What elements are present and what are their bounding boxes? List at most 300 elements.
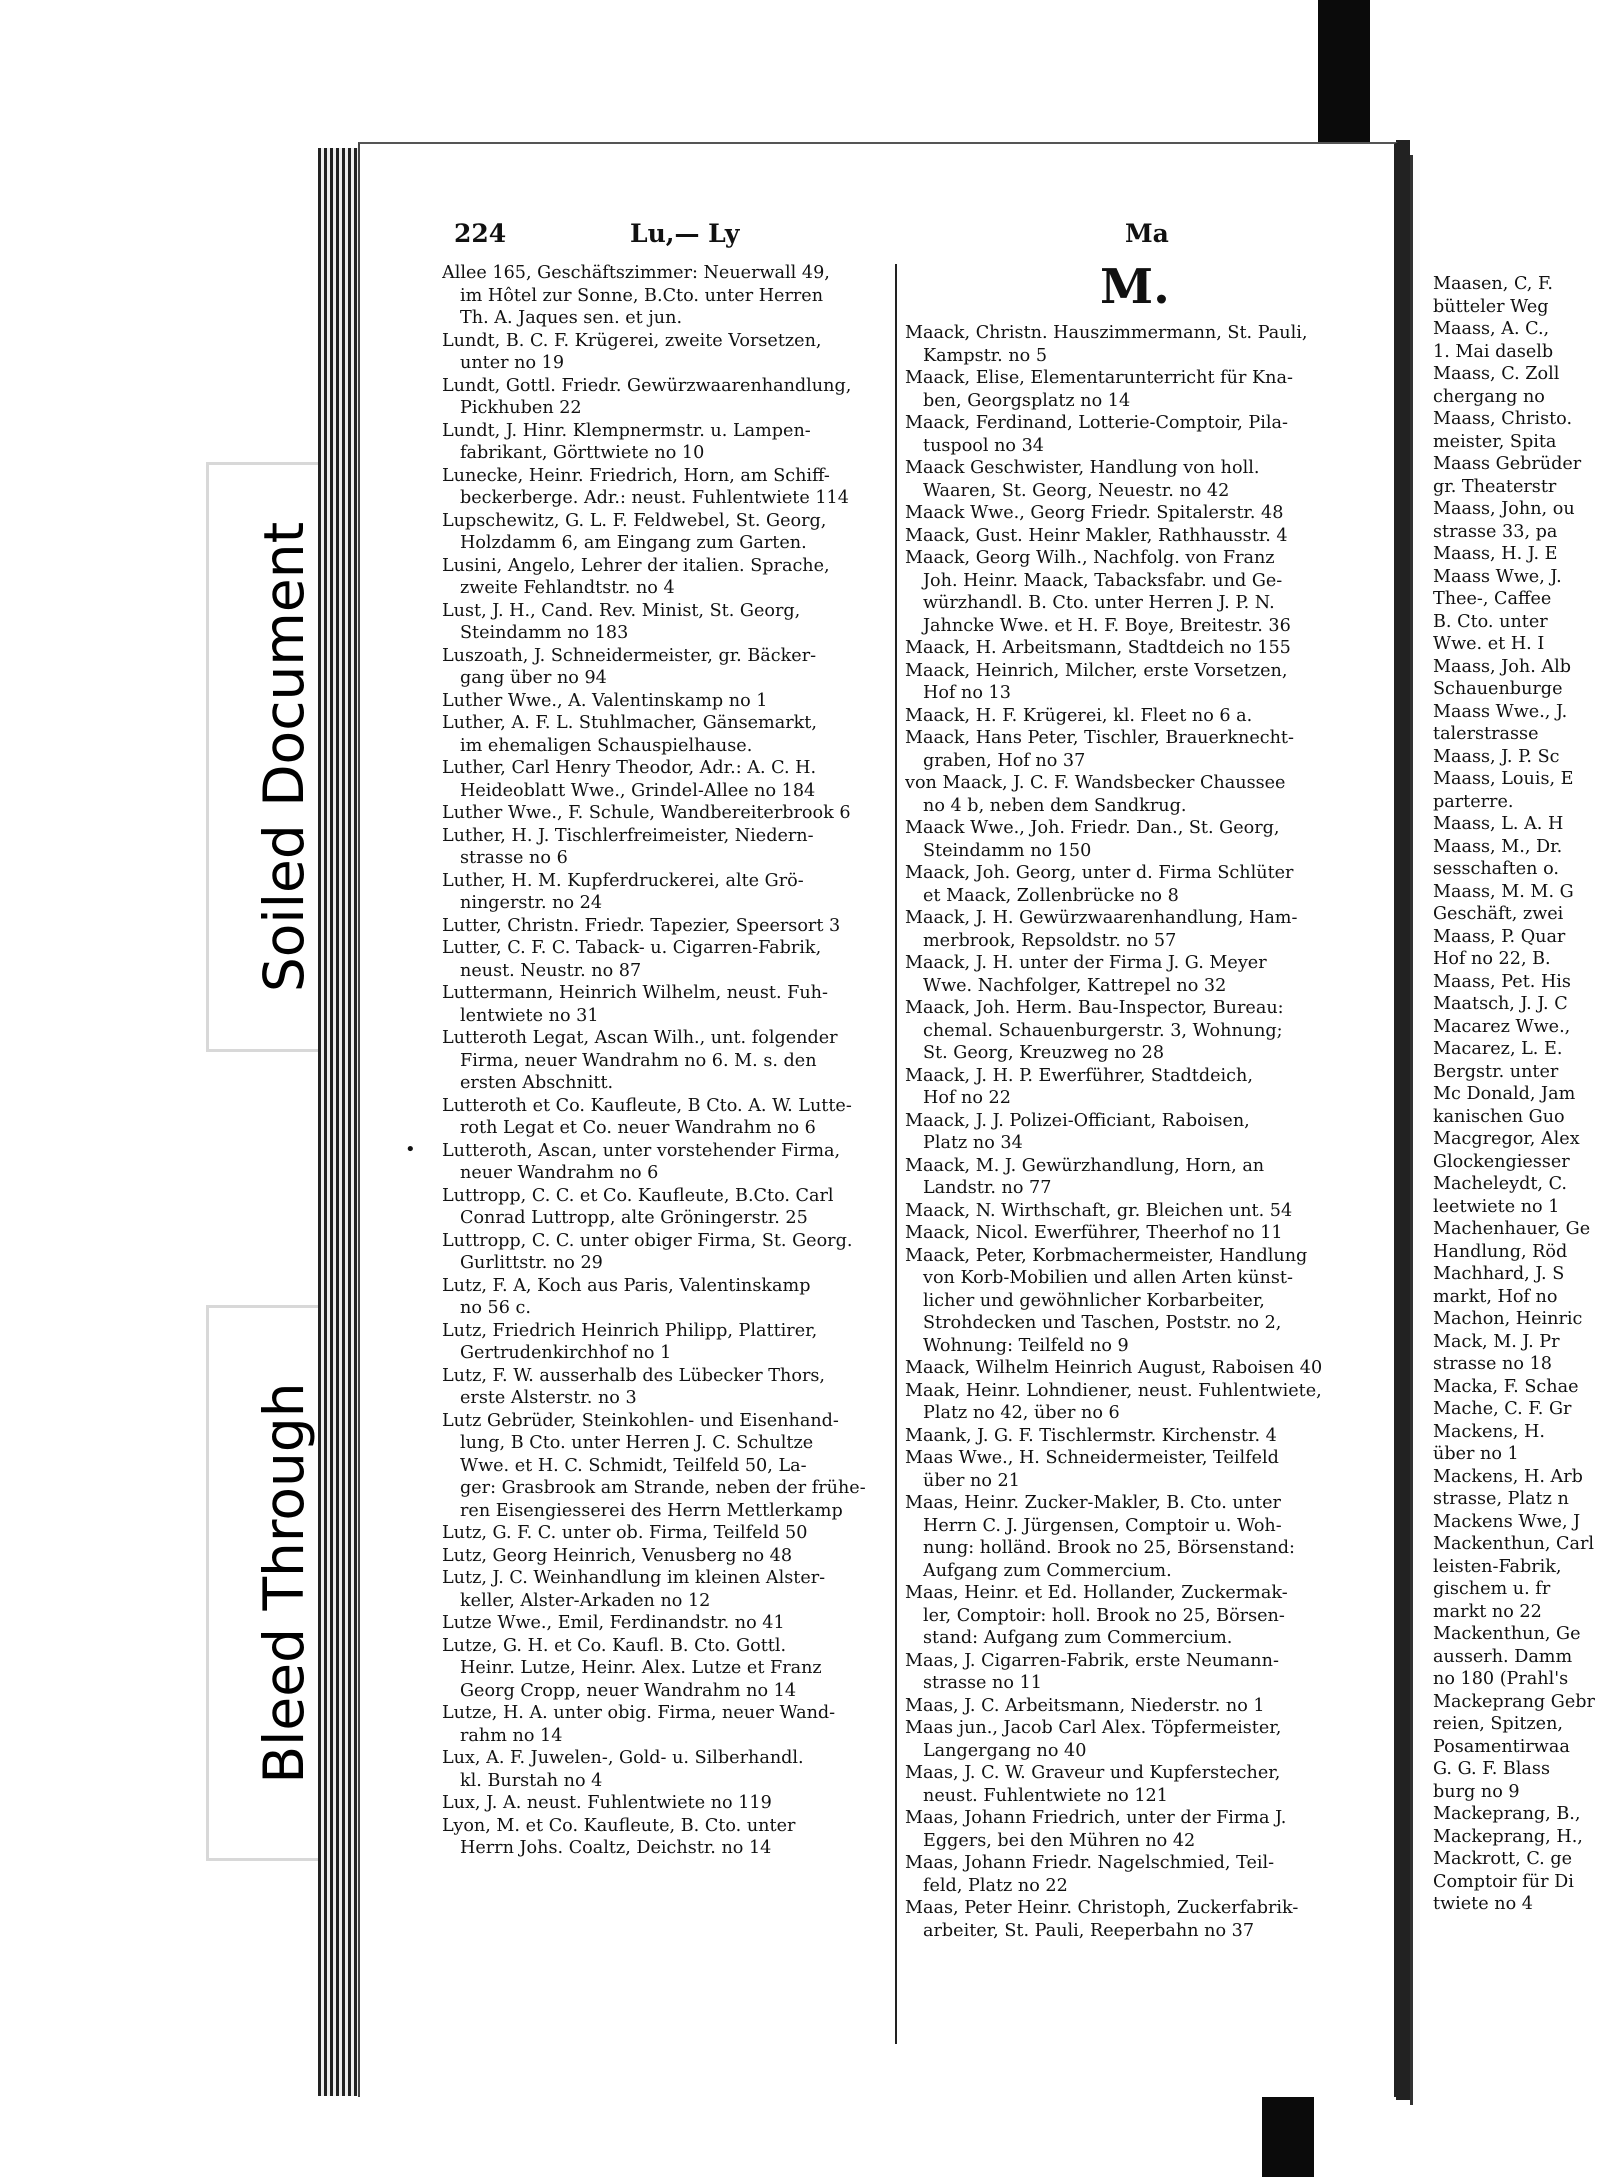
entry-line: ben, Georgsplatz no 14 [923, 390, 1131, 411]
fragment-line: Maass, Christo. [1433, 409, 1573, 429]
directory-entry [442, 465, 887, 510]
directory-entry [442, 510, 887, 555]
directory-entry [905, 907, 1375, 952]
directory-entry [442, 1545, 887, 1568]
directory-entry [442, 262, 887, 330]
directory-entry [442, 982, 887, 1027]
running-head-left: Lu,— Ly [630, 219, 740, 248]
fragment-line: Geschäft, zwei [1433, 904, 1564, 924]
directory-entry [905, 1200, 1375, 1223]
entry-line: Maack, N. Wirthschaft, gr. Bleichen unt. 54 [905, 1200, 1293, 1221]
entry-line: Maack, M. J. Gewürzhandlung, Horn, an [905, 1155, 1265, 1176]
soiled-document-text: Soiled Document [252, 521, 316, 993]
fragment-line: Maass, J. P. Sc [1433, 746, 1560, 767]
fragment-line: Machenhauer, Ge [1433, 1219, 1591, 1239]
directory-entry [442, 712, 887, 757]
entry-line: Maack, Joh. Herm. Bau-Inspector, Bureau: [905, 998, 1284, 1018]
directory-entry [905, 1447, 1375, 1492]
fragment-line: burg no 9 [1433, 1781, 1520, 1802]
directory-entry [442, 1027, 887, 1095]
entry-line: Georg Cropp, neuer Wandrahm no 14 [460, 1680, 797, 1701]
directory-entry [442, 1522, 887, 1545]
entry-line: Maack, Nicol. Ewerführer, Theerhof no 11 [905, 1223, 1283, 1243]
entry-line: Steindamm no 183 [460, 623, 629, 643]
directory-entry [905, 1110, 1375, 1155]
entry-line: Langergang no 40 [923, 1740, 1087, 1761]
entry-line: Maas, Johann Friedrich, unter der Firma J. [905, 1808, 1287, 1828]
entry-line: beckerberge. Adr.: neust. Fuhlentwiete 114 [460, 488, 849, 508]
entry-line: strasse no 6 [460, 848, 568, 868]
fragment-line: Mack, M. J. Pr [1433, 1331, 1560, 1352]
entry-line: Lutter, C. F. C. Taback- u. Cigarren-Fabrik, [442, 938, 822, 958]
directory-entry [905, 660, 1375, 705]
entry-line: lung, B Cto. unter Herren J. C. Schultze [460, 1433, 814, 1453]
entry-line: Conrad Luttropp, alte Gröningerstr. 25 [460, 1208, 808, 1228]
directory-entry [905, 1425, 1375, 1448]
entry-line: Lutz, G. F. C. unter ob. Firma, Teilfeld 50 [442, 1523, 808, 1543]
fragment-line: Maass, Joh. Alb [1433, 656, 1571, 677]
fragment-line: Posamentirwaa [1433, 1736, 1570, 1757]
entry-line: Maack, Peter, Korbmachermeister, Handlung [905, 1245, 1308, 1266]
entry-line: Maack, Christn. Hauszimmermann, St. Pauli, [905, 323, 1308, 343]
directory-entry [442, 1230, 887, 1275]
entry-line: Lundt, Gottl. Friedr. Gewürzwaarenhandlung, [442, 375, 852, 396]
entry-line: keller, Alster-Arkaden no 12 [460, 1590, 711, 1611]
directory-entry [905, 1695, 1375, 1718]
entry-line: rahm no 14 [460, 1725, 563, 1746]
entry-line: Luttermann, Heinrich Wilhelm, neust. Fuh- [442, 983, 828, 1003]
entry-line: Platz no 34 [923, 1133, 1023, 1153]
directory-entry [905, 1380, 1375, 1425]
directory-entry [442, 1275, 887, 1320]
fragment-line: Mackens, H. [1433, 1421, 1545, 1442]
entry-line: Lundt, J. Hinr. Klempnermstr. u. Lampen- [442, 420, 811, 441]
fragment-line: strasse no 18 [1433, 1354, 1552, 1374]
fragment-line: Maass, M. M. G [1433, 881, 1574, 902]
column-rule [895, 264, 897, 2044]
entry-line: gang über no 94 [460, 668, 607, 688]
fragment-line: Maass, P. Quar [1433, 926, 1566, 947]
directory-entry [442, 870, 887, 915]
entry-line: Maank, J. G. F. Tischlermstr. Kirchenstr. 4 [905, 1425, 1277, 1446]
directory-entry [442, 802, 887, 825]
entry-line: Maack, Gust. Heinr Makler, Rathhausstr. 4 [905, 525, 1288, 546]
directory-entry [905, 457, 1375, 502]
directory-entry [905, 1065, 1375, 1110]
fragment-line: Schauenburge [1433, 679, 1563, 699]
entry-line: chemal. Schauenburgerstr. 3, Wohnung; [923, 1020, 1283, 1041]
entry-line: Hof no 13 [923, 683, 1011, 703]
entry-line: lentwiete no 31 [460, 1005, 599, 1026]
entry-line: Lutz, F. A, Koch aus Paris, Valentinskamp [442, 1275, 811, 1296]
fragment-line: ausserh. Damm [1433, 1646, 1573, 1667]
entry-line: Lutteroth et Co. Kaufleute, B Cto. A. W. Lutte- [442, 1095, 852, 1116]
directory-entry [905, 547, 1375, 637]
fragment-line: talerstrasse [1433, 724, 1539, 744]
directory-entry [905, 322, 1375, 367]
entry-line: Lupschewitz, G. L. F. Feldwebel, St. Georg, [442, 510, 827, 531]
entry-line: Maas, Peter Heinr. Christoph, Zuckerfabrik- [905, 1898, 1299, 1918]
directory-entry [442, 1567, 887, 1612]
directory-entry [442, 1747, 887, 1792]
directory-entry [442, 1410, 887, 1523]
entry-line: Wwe. et H. C. Schmidt, Teilfeld 50, La- [460, 1455, 807, 1476]
entry-line: Pickhuben 22 [460, 398, 582, 418]
entry-line: nung: holländ. Brook no 25, Börsenstand: [923, 1538, 1295, 1558]
bottom-black-ribbon [1262, 2095, 1314, 2177]
fragment-line: Maass, L. A. H [1433, 814, 1564, 834]
entry-line: im Hôtel zur Sonne, B.Cto. unter Herren [460, 285, 824, 306]
entry-line: Luttropp, C. C. et Co. Kaufleute, B.Cto. Carl [442, 1185, 834, 1206]
entry-line: Lutz Gebrüder, Steinkohlen- und Eisenhand- [442, 1410, 839, 1431]
entry-line: Kampstr. no 5 [923, 345, 1048, 366]
entry-line: Maack, Georg Wilh., Nachfolg. von Franz [905, 548, 1275, 568]
fragment-line: G. G. F. Blass [1433, 1759, 1550, 1779]
entry-line: Maas Wwe., H. Schneidermeister, Teilfeld [905, 1448, 1279, 1468]
fragment-line: Macgregor, Alex [1433, 1129, 1580, 1149]
directory-entry [905, 1245, 1375, 1358]
entry-line: Aufgang zum Commercium. [923, 1560, 1172, 1581]
directory-entry [905, 1717, 1375, 1762]
directory-entry [442, 690, 887, 713]
directory-entry [905, 1807, 1375, 1852]
section-letter: M. [1100, 259, 1170, 315]
fragment-line: Maass, M., Dr. [1433, 836, 1563, 857]
entry-line: von Korb-Mobilien und allen Arten künst- [923, 1268, 1293, 1288]
entry-line: Maas, J. C. Arbeitsmann, Niederstr. no 1 [905, 1695, 1265, 1716]
entry-line: Hof no 22 [923, 1088, 1011, 1108]
entry-line: Maack, J. H. P. Ewerführer, Stadtdeich, [905, 1065, 1253, 1086]
fragment-line: Mackens Wwe, J [1433, 1511, 1581, 1532]
fragment-line: Mache, C. F. Gr [1433, 1399, 1572, 1419]
fragment-line: 1. Mai daselb [1433, 341, 1554, 362]
directory-entry [905, 705, 1375, 728]
entry-line: Maas, Johann Friedr. Nagelschmied, Teil- [905, 1853, 1275, 1873]
fragment-line: Machon, Heinric [1433, 1309, 1583, 1329]
fragment-line: Mackrott, C. ge [1433, 1849, 1573, 1869]
fragment-line: Hof no 22, B. [1433, 949, 1551, 969]
directory-entry [442, 825, 887, 870]
fragment-line: Macka, F. Schae [1433, 1376, 1579, 1397]
running-head-right: Ma [1125, 219, 1169, 248]
entry-line: no 4 b, neben dem Sandkrug. [923, 795, 1187, 816]
entry-line: von Maack, J. C. F. Wandsbecker Chaussee [905, 773, 1286, 793]
entry-line: Heinr. Lutze, Heinr. Alex. Lutze et Franz [460, 1658, 822, 1678]
entry-line: ningerstr. no 24 [460, 893, 603, 913]
directory-entry [905, 525, 1375, 548]
fragment-line: Thee-, Caffee [1433, 589, 1552, 609]
next-page-column [1433, 273, 1595, 1916]
fragment-line: Maasen, C, F. [1433, 274, 1554, 294]
directory-entry [442, 1095, 887, 1140]
entry-line: Maack, Ferdinand, Lotterie-Comptoir, Pila- [905, 413, 1288, 433]
entry-line: St. Georg, Kreuzweg no 28 [923, 1043, 1165, 1063]
entry-line: Steindamm no 150 [923, 840, 1092, 861]
entry-line: Wwe. Nachfolger, Kattrepel no 32 [923, 975, 1227, 996]
entry-line: Lundt, B. C. F. Krügerei, zweite Vorsetzen, [442, 330, 822, 351]
entry-line: Lutze, H. A. unter obig. Firma, neuer Wand- [442, 1703, 836, 1723]
fragment-line: reien, Spitzen, [1433, 1714, 1563, 1734]
fragment-line: sesschaften o. [1433, 859, 1559, 879]
entry-line: Lutteroth Legat, Ascan Wilh., unt. folgender [442, 1028, 838, 1048]
entry-line: Firma, neuer Wandrahm no 6. M. s. den [460, 1050, 817, 1071]
directory-entry [442, 1365, 887, 1410]
directory-entry [442, 330, 887, 375]
entry-line: Heideoblatt Wwe., Grindel-Allee no 184 [460, 780, 816, 801]
entry-line: Luther, H. M. Kupferdruckerei, alte Grö- [442, 870, 804, 891]
fragment-line: Mackeprang Gebr [1433, 1691, 1595, 1712]
entry-line: stand: Aufgang zum Commercium. [923, 1628, 1233, 1648]
directory-entry [442, 1635, 887, 1703]
entry-line: Holzdamm 6, am Eingang zum Garten. [460, 533, 807, 553]
directory-entry [905, 1357, 1375, 1380]
directory-entry [905, 772, 1375, 817]
directory-entry [442, 375, 887, 420]
entry-line: Maack, H. Arbeitsmann, Stadtdeich no 155 [905, 638, 1291, 658]
fragment-line: no 180 (Prahl's [1433, 1669, 1569, 1689]
directory-entry [905, 1582, 1375, 1650]
entry-line: Maack, J. J. Polizei-Officiant, Raboisen, [905, 1110, 1250, 1131]
entry-line: neust. Neustr. no 87 [460, 960, 642, 981]
fragment-line: Mackenthun, Carl [1433, 1534, 1594, 1554]
fragment-line: Maass, H. J. E [1433, 544, 1558, 564]
directory-page [358, 142, 1398, 2097]
fragment-line: Handlung, Röd [1433, 1241, 1568, 1262]
entry-line: Luttropp, C. C. unter obiger Firma, St. Georg. [442, 1230, 853, 1251]
entry-line: roth Legat et Co. neuer Wandrahm no 6 [460, 1118, 816, 1138]
fragment-line: Maass, John, ou [1433, 499, 1575, 519]
fragment-line: Machhard, J. S [1433, 1264, 1565, 1284]
entry-line: Gertrudenkirchhof no 1 [460, 1343, 672, 1363]
entry-line: Maack, J. H. Gewürzwaarenhandlung, Ham- [905, 908, 1298, 928]
entry-line: Lutz, F. W. ausserhalb des Lübecker Thors, [442, 1365, 825, 1386]
fragment-line: Macheleydt, C. [1433, 1174, 1568, 1194]
fragment-line: leetwiete no 1 [1433, 1196, 1560, 1217]
directory-entry [905, 952, 1375, 997]
entry-line: Lutteroth, Ascan, unter vorstehender Firma, [442, 1140, 841, 1161]
stray-mark: • [405, 1139, 416, 1160]
entry-line: Maas jun., Jacob Carl Alex. Töpfermeister, [905, 1718, 1282, 1738]
entry-line: Maas, J. Cigarren-Fabrik, erste Neumann- [905, 1650, 1279, 1671]
entry-line: Lutz, Friedrich Heinrich Philipp, Plattirer, [442, 1320, 818, 1341]
gutter-shadow [1396, 140, 1410, 2100]
directory-entry [442, 1792, 887, 1815]
entry-line: Maack, H. F. Krügerei, kl. Fleet no 6 a. [905, 705, 1253, 726]
entry-line: Strohdecken und Taschen, Poststr. no 2, [923, 1313, 1282, 1333]
fragment-line: B. Cto. unter [1433, 611, 1548, 632]
directory-entry [905, 1852, 1375, 1897]
entry-line: ren Eisengiesserei des Herrn Mettlerkamp [460, 1500, 843, 1521]
fragment-line: parterre. [1433, 791, 1514, 812]
fragment-line: Mackenthun, Ge [1433, 1624, 1581, 1644]
entry-line: Lutze Wwe., Emil, Ferdinandstr. no 41 [442, 1613, 785, 1633]
entry-line: merbrook, Repsoldstr. no 57 [923, 930, 1177, 951]
fragment-line: Maass Wwe, J. [1433, 566, 1562, 587]
entry-line: Maas, J. C. W. Graveur und Kupferstecher, [905, 1763, 1281, 1783]
entry-line: Maack, J. H. unter der Firma J. G. Meyer [905, 953, 1267, 973]
entry-line: neust. Fuhlentwiete no 121 [923, 1785, 1168, 1806]
fragment-line: über no 1 [1433, 1444, 1519, 1464]
directory-entry [905, 862, 1375, 907]
fragment-line: Mackeprang, H., [1433, 1826, 1583, 1847]
entry-line: licher und gewöhnlicher Korbarbeiter, [923, 1290, 1265, 1311]
entry-line: Luther Wwe., A. Valentinskamp no 1 [442, 690, 768, 711]
fragment-line: Maass, Louis, E [1433, 769, 1574, 789]
directory-entry [905, 1762, 1375, 1807]
entry-line: würzhandl. B. Cto. unter Herren J. P. N. [923, 593, 1275, 613]
fragment-line: Maass, Pet. His [1433, 971, 1571, 992]
fragment-line: Bergstr. unter [1433, 1061, 1559, 1082]
right-column [905, 322, 1375, 1942]
entry-line: Lutter, Christn. Friedr. Tapezier, Speersort 3 [442, 915, 841, 936]
bleed-through-text: Bleed Through [252, 1382, 316, 1784]
fragment-line: Mc Donald, Jam [1433, 1084, 1576, 1104]
entry-line: Maas, Heinr. Zucker-Makler, B. Cto. unter [905, 1493, 1281, 1513]
fragment-line: Glockengiesser [1433, 1151, 1570, 1172]
fragment-line: markt no 22 [1433, 1601, 1542, 1622]
entry-line: Gurlittstr. no 29 [460, 1253, 603, 1273]
fragment-line: Maass, C. Zoll [1433, 364, 1560, 384]
fragment-line: Maass Wwe., J. [1433, 701, 1568, 722]
directory-entry [905, 997, 1375, 1065]
fragment-line: strasse 33, pa [1433, 521, 1558, 542]
entry-line: Maack, Hans Peter, Tischler, Brauerknecht- [905, 728, 1294, 748]
directory-entry [905, 1222, 1375, 1245]
entry-line: Lunecke, Heinr. Friedrich, Horn, am Schiff- [442, 465, 830, 486]
directory-entry [442, 915, 887, 938]
entry-line: Landstr. no 77 [923, 1178, 1052, 1198]
directory-entry [905, 1492, 1375, 1582]
fragment-line: Macarez, L. E. [1433, 1039, 1563, 1059]
entry-line: Lyon, M. et Co. Kaufleute, B. Cto. unter [442, 1815, 796, 1836]
entry-line: et Maack, Zollenbrücke no 8 [923, 885, 1179, 906]
entry-line: strasse no 11 [923, 1673, 1042, 1693]
entry-line: Lutze, G. H. et Co. Kaufl. B. Cto. Gottl. [442, 1635, 787, 1656]
entry-line: Lux, J. A. neust. Fuhlentwiete no 119 [442, 1793, 772, 1813]
directory-entry [905, 727, 1375, 772]
directory-entry [442, 937, 887, 982]
directory-entry [905, 1897, 1375, 1942]
entry-line: Maack Wwe., Joh. Friedr. Dan., St. Georg, [905, 818, 1280, 838]
entry-line: ger: Grasbrook am Strande, neben der frühe- [460, 1478, 866, 1498]
entry-line: Platz no 42, über no 6 [923, 1403, 1120, 1423]
directory-entry [442, 1140, 887, 1185]
directory-entry [442, 757, 887, 802]
entry-line: graben, Hof no 37 [923, 750, 1086, 771]
entry-line: im ehemaligen Schauspielhause. [460, 735, 753, 756]
fragment-line: Maass, A. C., [1433, 319, 1550, 339]
entry-line: no 56 c. [460, 1298, 531, 1318]
directory-entry [905, 817, 1375, 862]
entry-line: Luther, A. F. L. Stuhlmacher, Gänsemarkt, [442, 713, 817, 733]
page-number: 224 [454, 219, 507, 248]
directory-entry [905, 367, 1375, 412]
fragment-line: strasse, Platz n [1433, 1489, 1569, 1509]
entry-line: kl. Burstah no 4 [460, 1770, 603, 1791]
fragment-line: Mackens, H. Arb [1433, 1466, 1583, 1487]
directory-entry [442, 1702, 887, 1747]
entry-line: Maack, Joh. Georg, unter d. Firma Schlüter [905, 863, 1294, 883]
entry-line: Luther Wwe., F. Schule, Wandbereiterbrook 6 [442, 803, 851, 823]
top-black-ribbon [1318, 0, 1370, 150]
entry-line: unter no 19 [460, 353, 565, 373]
fragment-line: Macarez Wwe., [1433, 1016, 1571, 1037]
entry-line: Maas, Heinr. et Ed. Hollander, Zuckermak- [905, 1583, 1288, 1603]
entry-line: erste Alsterstr. no 3 [460, 1388, 637, 1408]
entry-line: Maack, Elise, Elementarunterricht für Kna- [905, 368, 1293, 388]
fragment-line: chergang no [1433, 386, 1545, 407]
next-page-fragment [1410, 155, 1600, 2105]
fragment-line: twiete no 4 [1433, 1894, 1533, 1914]
entry-line: Maack Geschwister, Handlung von holl. [905, 458, 1260, 478]
fragment-line: Maass Gebrüder [1433, 454, 1582, 474]
entry-line: Wohnung: Teilfeld no 9 [923, 1335, 1129, 1356]
left-column [442, 262, 887, 1860]
directory-entry [905, 502, 1375, 525]
fragment-line: Comptoir für Di [1433, 1871, 1574, 1892]
entry-line: ersten Abschnitt. [460, 1073, 614, 1093]
entry-line: Luther, H. J. Tischlerfreimeister, Niedern- [442, 825, 814, 846]
directory-entry [442, 420, 887, 465]
directory-entry [442, 1320, 887, 1365]
entry-line: Maack, Wilhelm Heinrich August, Raboisen 40 [905, 1358, 1323, 1378]
entry-line: Luther, Carl Henry Theodor, Adr.: A. C. H. [442, 758, 817, 778]
directory-entry [442, 1185, 887, 1230]
entry-line: Lusini, Angelo, Lehrer der italien. Sprache, [442, 555, 830, 576]
entry-line: Maack, Heinrich, Milcher, erste Vorsetzen, [905, 660, 1288, 681]
entry-line: Th. A. Jaques sen. et jun. [460, 308, 683, 328]
entry-line: feld, Platz no 22 [923, 1875, 1068, 1896]
entry-line: Maack Wwe., Georg Friedr. Spitalerstr. 48 [905, 503, 1284, 523]
directory-entry [905, 412, 1375, 457]
directory-entry [442, 555, 887, 600]
directory-entry [442, 645, 887, 690]
entry-line: arbeiter, St. Pauli, Reeperbahn no 37 [923, 1920, 1255, 1941]
entry-line: Allee 165, Geschäftszimmer: Neuerwall 49, [442, 263, 830, 283]
entry-line: über no 21 [923, 1470, 1020, 1491]
entry-line: Lust, J. H., Cand. Rev. Minist, St. Georg, [442, 600, 801, 621]
entry-line: Lutz, J. C. Weinhandlung im kleinen Alster- [442, 1568, 826, 1588]
entry-line: Luszoath, J. Schneidermeister, gr. Bäcker- [442, 645, 817, 666]
fragment-line: Maatsch, J. J. C [1433, 994, 1568, 1014]
entry-line: tuspool no 34 [923, 435, 1044, 456]
fragment-line: gr. Theaterstr [1433, 476, 1557, 497]
fragment-line: bütteler Weg [1433, 296, 1549, 317]
fragment-line: gischem u. fr [1433, 1579, 1551, 1599]
directory-entry [442, 1612, 887, 1635]
fragment-line: Mackeprang, B., [1433, 1804, 1581, 1824]
entry-line: Jahncke Wwe. et H. F. Boye, Breitestr. 36 [923, 615, 1291, 636]
entry-line: Eggers, bei den Mühren no 42 [923, 1830, 1196, 1851]
entry-line: fabrikant, Görttwiete no 10 [460, 443, 705, 463]
fragment-line: leisten-Fabrik, [1433, 1556, 1562, 1577]
directory-entry [905, 637, 1375, 660]
entry-line: Lutz, Georg Heinrich, Venusberg no 48 [442, 1545, 793, 1566]
fragment-line: Wwe. et H. I [1433, 634, 1545, 654]
entry-line: Herrn Johs. Coaltz, Deichstr. no 14 [460, 1838, 772, 1858]
fragment-line: meister, Spita [1433, 431, 1557, 452]
entry-line: Herrn C. J. Jürgensen, Comptoir u. Woh- [923, 1515, 1282, 1536]
entry-line: ler, Comptoir: holl. Brook no 25, Börsen- [923, 1605, 1285, 1626]
entry-line: Maak, Heinr. Lohndiener, neust. Fuhlentwiete, [905, 1380, 1322, 1401]
fragment-line: markt, Hof no [1433, 1286, 1558, 1307]
directory-entry [442, 1815, 887, 1860]
directory-entry [905, 1155, 1375, 1200]
entry-line: neuer Wandrahm no 6 [460, 1163, 659, 1183]
directory-entry [905, 1650, 1375, 1695]
entry-line: Waaren, St. Georg, Neuestr. no 42 [923, 480, 1230, 501]
fragment-line: kanischen Guo [1433, 1106, 1565, 1127]
